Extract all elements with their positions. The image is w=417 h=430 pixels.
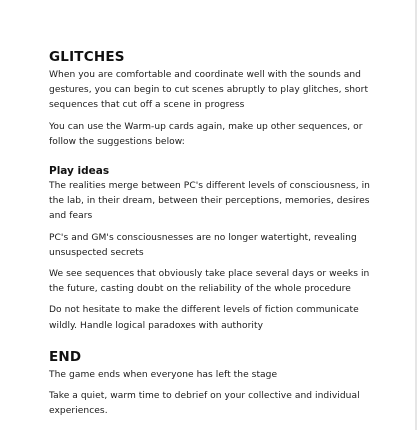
paragraph: The realities merge between PC's different levels of consciousness, in the lab, in their dream, between their perceptions, memories, desires and fears (49, 181, 370, 222)
paragraph: When you are comfortable and coordinate well with the sounds and gestures, you can begin to cut scenes abruptly to play glitches, short sequences that cut off a scene in progress (49, 70, 369, 111)
paragraph: Do not hesitate to make the different levels of fiction communicate wildly. Handle logical paradoxes with authority (49, 305, 359, 331)
paragraph: The game ends when everyone has left the stage (49, 369, 278, 380)
section-play-ideas (49, 164, 379, 334)
paragraph: We see sequences that obviously take place several days or weeks in the future, casting doubt on the reliability of the whole procedure (49, 269, 370, 295)
heading-end: END (49, 348, 82, 365)
spacer (49, 156, 379, 164)
paragraph: Take a quiet, warm time to debrief on your collective and individual experiences. (49, 391, 360, 417)
document-content (49, 50, 379, 425)
paragraph: You can use the Warm-up cards again, make up other sequences, or follow the suggestions below: (49, 121, 363, 147)
heading-glitches: GLITCHES (49, 49, 125, 65)
heading-play-ideas: Play ideas (49, 165, 110, 178)
paragraph: PC's and GM's consciousnesses are no longer watertight, revealing unsuspected secrets (49, 232, 357, 258)
section-glitches (49, 50, 379, 150)
spacer (49, 340, 379, 350)
section-end (49, 350, 379, 420)
